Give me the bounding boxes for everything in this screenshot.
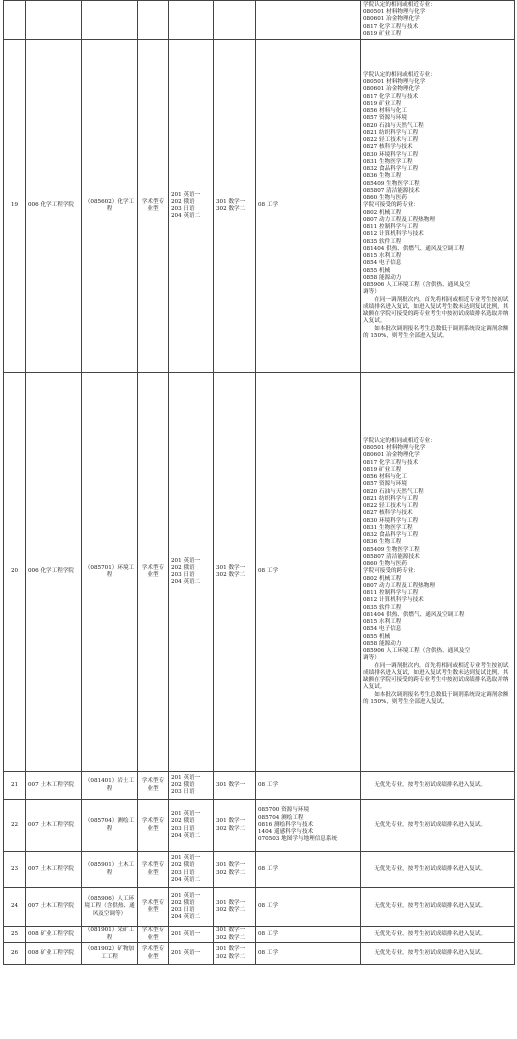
degree-type: 学术型专业型 [141,862,165,876]
discipline-cell [256,373,361,772]
discipline-item: 08 工学 [258,930,279,937]
math-cell [214,800,256,852]
table-row [4,772,515,800]
math-item: 301 数学一 [216,927,246,934]
major-name: （081902）矿物加工工程 [84,946,135,960]
row-number: 20 [10,568,19,575]
math-item: 301 数学一 [216,198,246,205]
foreign-language-cell [169,40,214,373]
note-line: 080501 材料物理与化学 [363,9,426,15]
note-line: 081404 供热、供燃气、通风及空调工程 [363,611,465,618]
note-line: 085409 生物医学工程 [363,180,420,187]
note-line: 0817 化学工程与技术 [363,23,419,30]
discipline-item: 08 工学 [258,865,279,872]
table-row [4,943,515,965]
math-cell [214,927,256,943]
college-name: 007 土木工程学院 [28,903,75,910]
major-name: （085602）化学工程 [84,198,135,212]
notes-cell [361,888,515,927]
foreign-language-item: 202 俄语 [171,862,195,869]
row-number: 19 [10,202,19,209]
math-item: 301 数学一 [216,564,246,571]
notes-cell [361,800,515,852]
degree-type: 学术型专业型 [141,564,165,578]
college-cell [26,852,82,888]
note-line: 学院认定的相同或相近专业： [363,437,436,444]
discipline-cell [256,800,361,852]
major-cell [82,373,138,772]
major-cell [82,943,138,965]
foreign-language-item: 204 英语二 [171,213,201,220]
note-line: 085807 清洁能源技术 [363,187,420,194]
college-cell [26,943,82,965]
note-line: 调等） [363,289,380,296]
discipline-item: 070503 地图学与地理信息系统 [258,836,338,843]
notes-cell [361,373,515,772]
degree-type: 学术型专业型 [141,946,165,960]
table-body [4,1,515,965]
note-paragraph: 如本批次调剂报名考生总数低于调剂系统设定调剂余额的 150%，则考生全部进入复试。 [363,691,509,705]
note-paragraph: 在同一调剂批次内，首先将相同或相近专业考生按初试成绩排名进入复试，如进入复试考生数未达到复试比例，其缺额在学院可接受的跨专业考生中按初试成绩排名选取并纳入复试。 [363,662,509,691]
foreign-language-cell [169,888,214,927]
math-item: 302 数学二 [216,572,246,578]
foreign-language-item: 201 英语一 [171,191,201,198]
type-cell [138,800,169,852]
foreign-language-item: 204 英语二 [171,914,201,921]
college-name: 008 矿业工程学院 [28,930,75,937]
note-line: 0836 生物工程 [363,173,402,180]
notes-cell [361,852,515,888]
foreign-language-cell [169,943,214,965]
table-row [4,852,515,888]
college-cell [26,373,82,772]
type-cell [138,373,169,772]
note-line: 0836 生物工程 [363,539,402,546]
note-line: 0856 材料与化工 [363,108,407,115]
note-line: 081404 供热、供燃气、通风及空调工程 [363,245,465,252]
note-line: 0858 能源动力 [363,640,402,647]
notes-cell [361,772,515,800]
table-row-continuation [4,1,515,40]
college-cell [26,888,82,927]
major-cell [82,852,138,888]
discipline-item: 08 工学 [258,568,279,575]
college-name: 007 土木工程学院 [28,781,75,788]
degree-type: 学术型专业型 [141,778,165,792]
seq-cell [4,888,26,927]
note-line: 0854 电子信息 [363,260,402,267]
note-line: 0820 石油与天然气工程 [363,488,424,495]
math-cell [214,852,256,888]
note-line: 0854 电子信息 [363,626,402,633]
note-line: 0820 石油与天然气工程 [363,122,424,129]
discipline-item: 085704 测绘工程 [258,814,304,821]
foreign-language-cell [169,927,214,943]
note-paragraph: 无优先专业，按考生初试成绩排名进入复试。 [374,930,487,937]
math-item: 301 数学一 [216,946,246,953]
foreign-language-item: 202 俄语 [171,198,195,205]
note-line: 0856 材料与化工 [363,474,407,481]
row-number: 25 [10,930,19,937]
note-line: 0832 食品科学与工程 [363,166,419,173]
discipline-item: 1404 遥感科学与技术 [258,829,314,836]
college-name: 008 矿业工程学院 [28,949,75,956]
note-line: 0831 生物医学工程 [363,158,413,165]
note-line: 0855 机械 [363,633,391,640]
seq-cell [4,373,26,772]
foreign-language-item: 202 俄语 [171,781,195,788]
type-cell [138,927,169,943]
seq-cell [4,927,26,943]
note-line: 0812 计算机科学与技术 [363,597,424,604]
math-cell [214,943,256,965]
note-line: 0821 纺织科学与工程 [363,495,419,502]
degree-type: 学术型专业型 [141,899,165,913]
discipline-item: 08 工学 [258,781,279,788]
math-cell [214,40,256,373]
seq-cell [4,772,26,800]
row-number: 23 [10,865,19,872]
note-line: 0860 生物与医药 [363,561,407,568]
foreign-language-item: 201 英语一 [171,774,201,781]
note-line: 080601 冶金物理化学 [363,16,420,23]
major-name: （085901）土木工程 [84,862,135,876]
college-cell [26,927,82,943]
foreign-language-item: 203 日语 [171,869,195,876]
major-name: （081901）采矿工程 [84,927,135,941]
math-item: 302 数学二 [216,206,246,212]
note-paragraph: 无优先专业，按考生初试成绩排名进入复试。 [374,949,487,956]
math-item: 302 数学二 [216,869,246,876]
major-cell [82,888,138,927]
math-item: 301 数学一 [216,899,246,906]
note-line: 0802 机械工程 [363,209,402,216]
note-line: 0830 环境科学与工程 [363,517,419,524]
note-line: 0860 生物与医药 [363,195,407,202]
math-item: 301 数学一 [216,862,246,869]
foreign-language-item: 203 日语 [171,572,195,578]
note-line: 学院认定的相同或相近专业： [363,71,436,78]
note-paragraph: 如本批次调剂报名考生总数低于调剂系统设定调剂余额的 150%，则考生全部进入复试。 [363,325,509,339]
table-row [4,373,515,772]
discipline-item: 08 工学 [258,949,279,956]
college-name: 007 土木工程学院 [28,821,75,828]
note-line: 0857 资源与环境 [363,481,407,488]
foreign-language-item: 202 俄语 [171,818,195,825]
row-number: 24 [10,903,19,910]
foreign-language-item: 203 日语 [171,206,195,212]
degree-type: 学术型专业型 [141,927,165,941]
note-line: 0807 动力工程及工程热物理 [363,582,435,589]
college-name: 007 土木工程学院 [28,865,75,872]
notes-cell [361,40,515,373]
seq-cell [4,40,26,373]
major-name: （085704）测绘工程 [84,818,135,832]
discipline-cell [256,888,361,927]
foreign-language-cell [169,852,214,888]
math-cell [214,373,256,772]
note-line: 0817 化学工程与技术 [363,93,419,100]
foreign-language-item: 203 日语 [171,789,195,796]
note-line: 0802 机械工程 [363,575,402,582]
notes-cell [361,1,515,40]
table-row [4,888,515,927]
type-cell [138,888,169,927]
note-line: 080601 冶金物理化学 [363,452,420,459]
foreign-language-item: 203 日语 [171,825,195,832]
note-line: 0819 矿业工程 [363,466,402,473]
college-cell [26,40,82,373]
note-paragraph: 无优先专业，按考生初试成绩排名进入复试。 [374,821,487,828]
adjustment-table [3,0,515,965]
discipline-item: 08 工学 [258,202,279,209]
note-line: 0835 软件工程 [363,604,402,611]
note-line: 0811 控制科学与工程 [363,590,419,597]
note-line: 0858 能源动力 [363,274,402,281]
note-line: 0822 轻工技术与工程 [363,137,419,144]
type-cell [138,943,169,965]
major-cell [82,927,138,943]
major-cell [82,800,138,852]
foreign-language-item: 204 英语二 [171,832,201,839]
foreign-language-item: 201 英语一 [171,892,201,899]
table-row [4,800,515,852]
discipline-cell [256,772,361,800]
college-cell [26,772,82,800]
note-paragraph: 无优先专业，按考生初试成绩排名进入复试。 [374,781,487,788]
seq-cell [4,943,26,965]
row-number: 22 [10,821,19,828]
note-line: 0819 矿业工程 [363,30,402,37]
note-paragraph: 无优先专业，按考生初试成绩排名进入复试。 [374,903,487,910]
note-line: 0827 核科学与技术 [363,510,413,517]
note-line: 0830 环境科学与工程 [363,151,419,158]
note-line: 0821 纺织科学与工程 [363,129,419,136]
note-line: 0855 机械 [363,267,391,274]
note-line: 0815 水利工程 [363,619,402,626]
note-line: 学院可接受的跨专业： [363,568,419,575]
math-cell [214,888,256,927]
major-cell [82,772,138,800]
note-line: 0819 矿业工程 [363,100,402,107]
major-cell [82,40,138,373]
note-line: 0807 动力工程及工程热物理 [363,216,435,223]
college-cell [26,800,82,852]
math-item: 302 数学二 [216,907,246,913]
note-line: 学院可接受的跨专业： [363,202,419,209]
note-line: 0831 生物医学工程 [363,524,413,531]
foreign-language-item: 204 英语二 [171,579,201,586]
notes-cell [361,927,515,943]
foreign-language-item: 204 英语二 [171,876,201,883]
math-item: 302 数学二 [216,934,246,941]
discipline-cell [256,927,361,943]
note-line: 085906 人工环境工程（含供热、通风及空 [363,282,471,289]
table-row [4,40,515,373]
row-number: 21 [10,781,19,788]
table-row [4,927,515,943]
type-cell [138,852,169,888]
type-cell [138,772,169,800]
note-line: 0812 计算机科学与技术 [363,231,424,238]
note-line: 0811 控制科学与工程 [363,224,419,231]
foreign-language-item: 201 英语一 [171,930,201,937]
discipline-item: 08 工学 [258,903,279,910]
foreign-language-item: 202 俄语 [171,564,195,571]
foreign-language-item: 201 英语一 [171,811,201,817]
type-cell [138,40,169,373]
note-line: 0817 化学工程与技术 [363,459,419,466]
note-line: 0835 软件工程 [363,238,402,245]
math-item: 301 数学一 [216,818,246,825]
major-name: （085906）人工环境工程（含供热、通风及空调等） [84,896,135,917]
foreign-language-item: 201 英语一 [171,557,201,564]
row-number: 26 [10,949,19,956]
note-line: 085807 清洁能源技术 [363,553,420,560]
note-line: 学院认定的相同或相近专业： [363,1,436,8]
foreign-language-item: 202 俄语 [171,899,195,906]
college-name: 006 化学工程学院 [28,568,75,575]
discipline-cell [256,40,361,373]
seq-cell [4,800,26,852]
math-item: 302 数学二 [216,825,246,832]
seq-cell [4,852,26,888]
note-paragraph: 无优先专业，按考生初试成绩排名进入复试。 [374,865,487,872]
note-paragraph: 在同一调剂批次内，首先将相同或相近专业考生按初试成绩排名进入复试，如进入复试考生数未达到复试比例，其缺额在学院可接受的跨专业考生中按初试成绩排名选取并纳入复试。 [363,296,509,325]
note-line: 085906 人工环境工程（含供热、通风及空 [363,648,471,655]
foreign-language-cell [169,373,214,772]
major-name: （085701）环境工程 [84,564,135,578]
note-line: 085409 生物医学工程 [363,546,420,553]
major-name: （081401）岩土工程 [84,778,135,792]
note-line: 0827 核科学与技术 [363,144,413,151]
foreign-language-cell [169,772,214,800]
college-name: 006 化学工程学院 [28,202,75,209]
discipline-cell [256,943,361,965]
note-line: 0815 水利工程 [363,253,402,260]
foreign-language-item: 203 日语 [171,907,195,913]
note-line: 调等） [363,655,380,662]
foreign-language-item: 201 英语一 [171,949,201,956]
note-line: 0822 轻工技术与工程 [363,503,419,510]
foreign-language-cell [169,800,214,852]
degree-type: 学术型专业型 [141,198,165,212]
math-item: 302 数学二 [216,953,246,960]
note-line: 080501 材料物理与化学 [363,445,426,452]
math-cell [214,772,256,800]
notes-cell [361,943,515,965]
math-item: 301 数学一 [216,781,246,788]
note-line: 0832 食品科学与工程 [363,532,419,539]
note-line: 080501 材料物理与化学 [363,79,426,86]
discipline-item: 085700 资源与环境 [258,807,310,814]
foreign-language-item: 201 英语一 [171,855,201,861]
degree-type: 学术型专业型 [141,818,165,832]
note-line: 0857 资源与环境 [363,115,407,122]
discipline-cell [256,852,361,888]
note-line: 080601 冶金物理化学 [363,86,420,93]
discipline-item: 0816 测绘科学与技术 [258,821,314,828]
